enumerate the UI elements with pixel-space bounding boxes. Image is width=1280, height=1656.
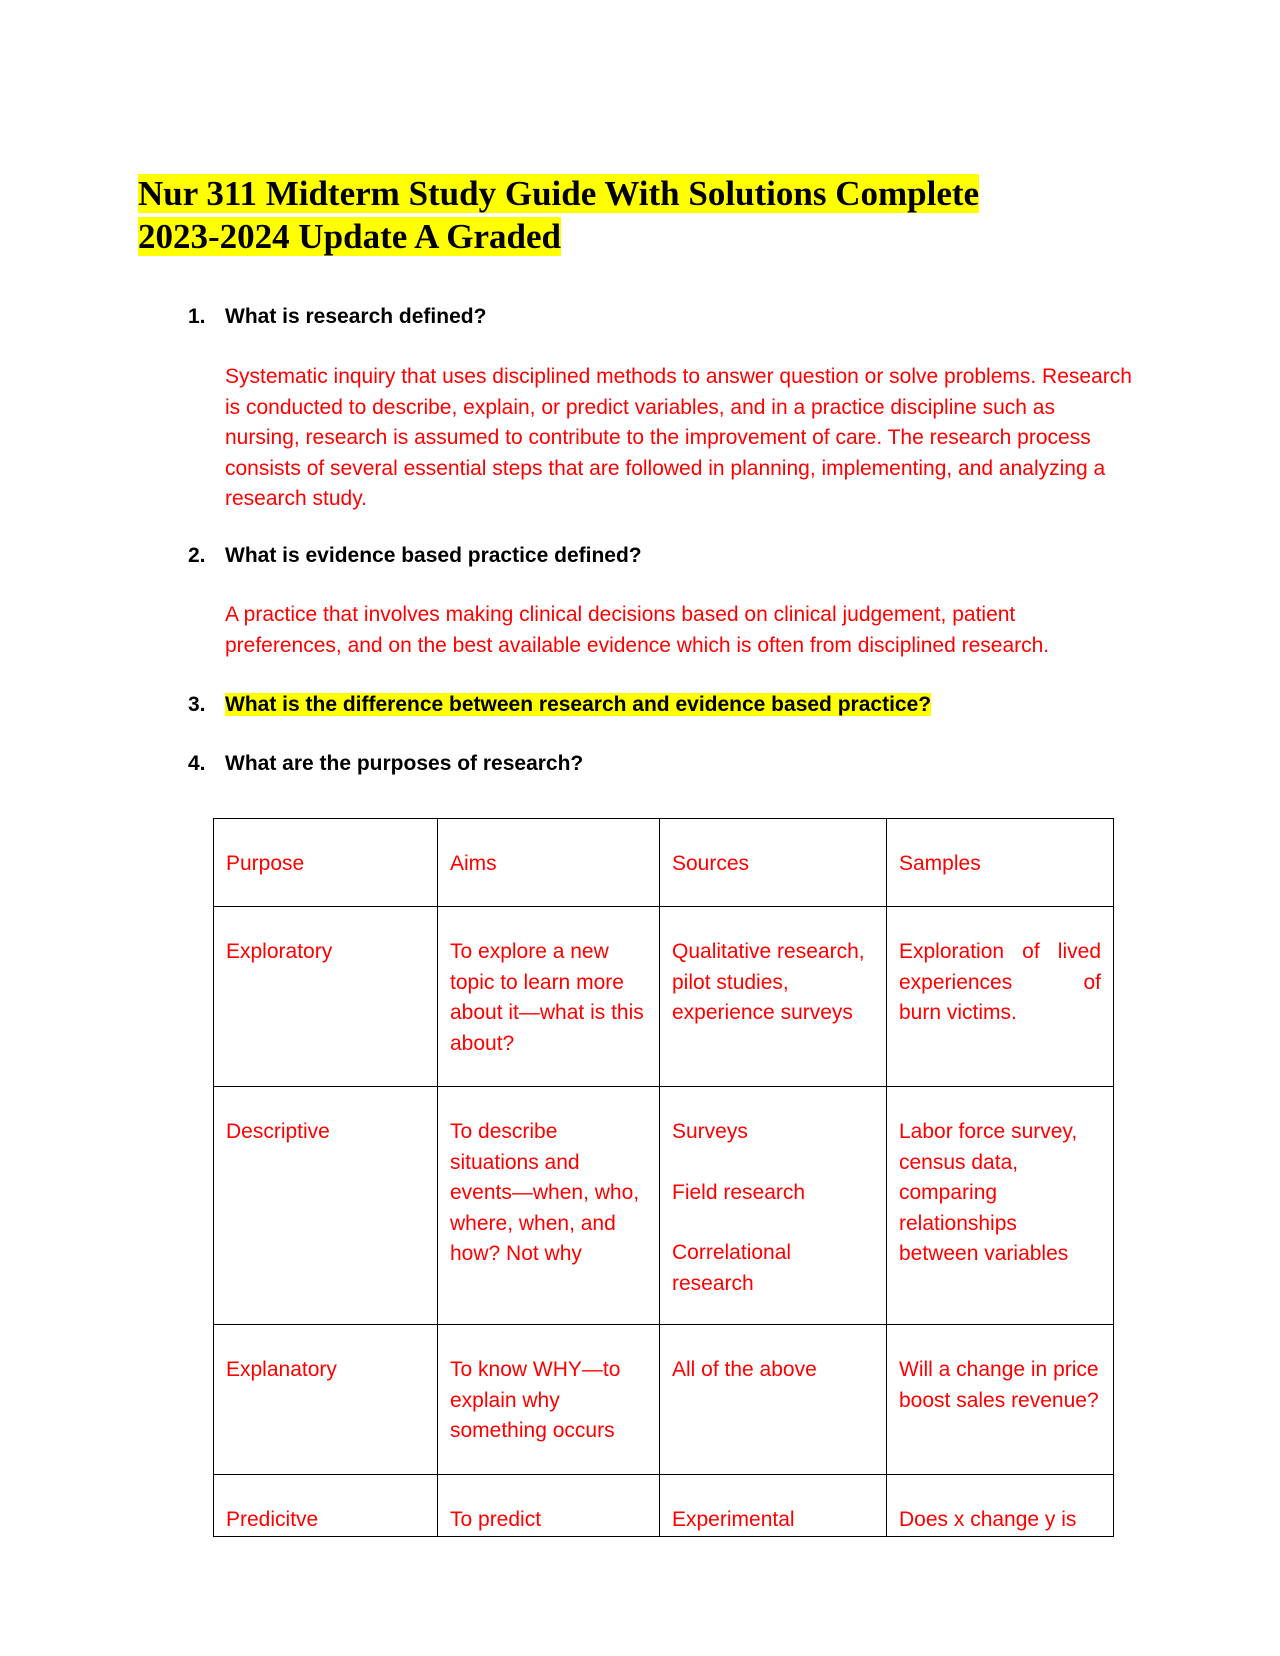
cell-aims: To know WHY—to explain why something occurs	[438, 1325, 660, 1475]
header-aims: Aims	[438, 819, 660, 907]
question-number: 1.	[188, 305, 206, 328]
source-item: Field research	[672, 1180, 806, 1204]
question-number: 3.	[188, 693, 206, 716]
cell-purpose: Explanatory	[214, 1325, 438, 1475]
title-line-2: 2023-2024 Update A Graded	[138, 217, 561, 256]
question-1	[188, 302, 1148, 332]
cell-samples: Labor force survey, census data, comparing relationships between variables	[887, 1087, 1114, 1325]
document-title	[138, 172, 1138, 258]
answer-1: Systematic inquiry that uses disciplined methods to answer question or solve problems. Research is conducted to describe, explain, or predict variables, and in a practice discipline such as nursing, research is assumed to contribute to the improvement of care. The research process consists of several essential steps that are followed in planning, implementing, and analyzing a research study.	[225, 365, 1132, 510]
cell-aims: To explore a new topic to learn more about it—what is this about?	[438, 907, 660, 1087]
table-row	[214, 1087, 1114, 1325]
cell-sources: Qualitative research, pilot studies, experience surveys	[660, 907, 887, 1087]
table-row	[214, 1475, 1114, 1537]
table-row	[214, 1325, 1114, 1475]
question-number: 4.	[188, 752, 206, 775]
answer-2: A practice that involves making clinical decisions based on clinical judgement, patient preferences, and on the best available evidence which is often from disciplined research.	[225, 603, 1050, 657]
header-samples: Samples	[887, 819, 1114, 907]
cell-sources	[660, 1087, 887, 1325]
question-text: What are the purposes of research?	[225, 752, 584, 775]
cell-samples	[887, 907, 1114, 1087]
cell-purpose: Predicitve	[214, 1475, 438, 1537]
table-header-row	[214, 819, 1114, 907]
header-purpose: Purpose	[214, 819, 438, 907]
question-3	[188, 690, 1148, 720]
cell-purpose: Exploratory	[214, 907, 438, 1087]
cell-samples: Does x change y is	[887, 1475, 1114, 1537]
source-item: Surveys	[672, 1120, 748, 1143]
question-2	[188, 541, 1148, 571]
cell-aims: To predict	[438, 1475, 660, 1537]
question-4	[188, 749, 1148, 779]
cell-sources: Experimental	[660, 1475, 887, 1537]
cell-purpose: Descriptive	[214, 1087, 438, 1325]
title-line-1: Nur 311 Midterm Study Guide With Solutions Complete	[138, 174, 980, 213]
cell-aims: To describe situations and events—when, who, where, when, and how? Not why	[438, 1087, 660, 1325]
source-item: Correlational research	[672, 1241, 792, 1295]
samples-line-1: Exploration of lived experiences of	[899, 940, 1101, 994]
cell-samples: Will a change in price boost sales revenue?	[887, 1325, 1114, 1475]
question-text: What is evidence based practice defined?	[225, 544, 642, 567]
question-text: What is research defined?	[225, 305, 487, 328]
research-purposes-table	[213, 818, 1114, 1537]
header-sources: Sources	[660, 819, 887, 907]
question-number: 2.	[188, 544, 206, 567]
cell-sources: All of the above	[660, 1325, 887, 1475]
samples-line-2: burn victims.	[899, 1001, 1017, 1024]
question-text: What is the difference between research and evidence based practice?	[225, 693, 932, 716]
table-row	[214, 907, 1114, 1087]
